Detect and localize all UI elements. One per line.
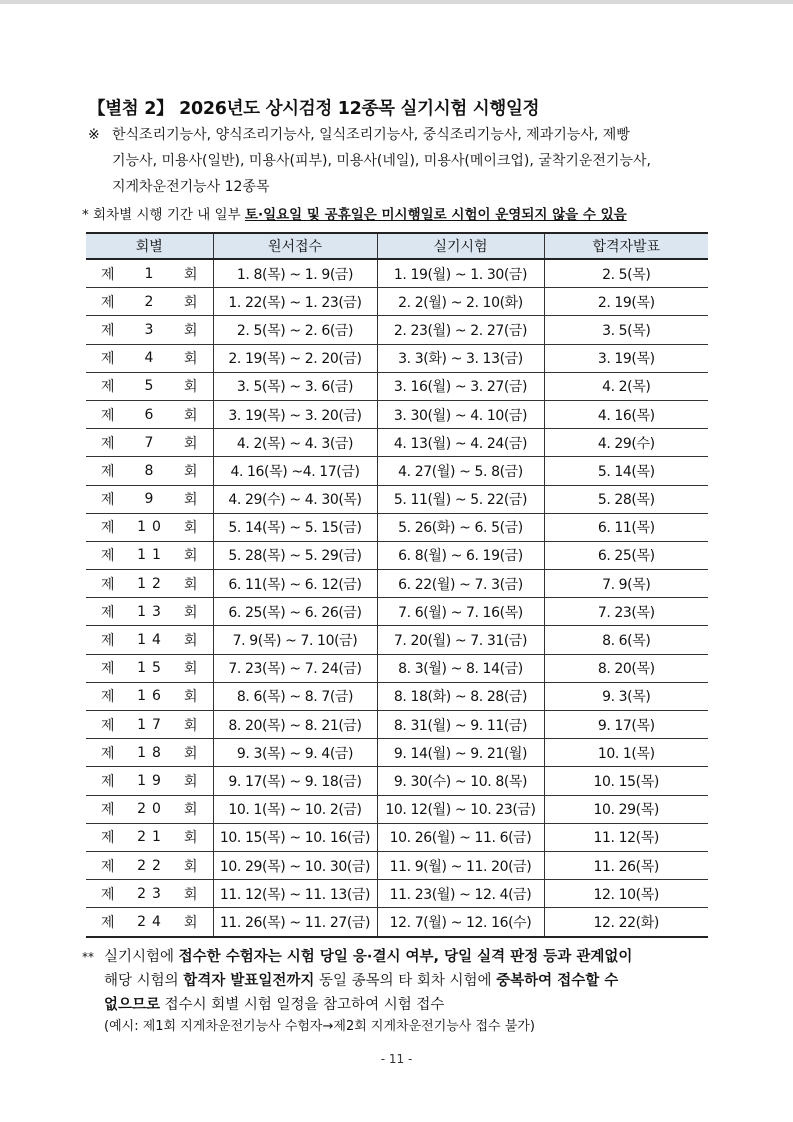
footnote-line-1 xyxy=(104,945,632,969)
result-date: 3. 19(목) xyxy=(544,344,708,372)
application-period: 9. 3(목) ~ 9. 4(금) xyxy=(213,739,377,767)
exam-period: 5. 26(화) ~ 6. 5(금) xyxy=(377,513,544,541)
result-date: 7. 23(목) xyxy=(544,598,708,626)
round-cell xyxy=(86,400,213,428)
exam-period: 10. 26(월) ~ 11. 6(금) xyxy=(377,823,544,851)
table-row xyxy=(86,316,708,344)
exam-period: 4. 27(월) ~ 5. 8(금) xyxy=(377,457,544,485)
round-cell xyxy=(86,823,213,851)
round-prefix: 제 xyxy=(101,379,115,396)
round-suffix: 회 xyxy=(184,886,198,903)
round-suffix: 회 xyxy=(184,463,198,480)
round-number: 8 xyxy=(144,462,160,479)
round-suffix: 회 xyxy=(184,661,198,678)
exam-period: 10. 12(월) ~ 10. 23(금) xyxy=(377,795,544,823)
reference-mark: ※ xyxy=(88,127,100,143)
round-prefix: 제 xyxy=(101,802,115,819)
exam-period: 4. 13(월) ~ 4. 24(금) xyxy=(377,429,544,457)
round-number: 21 xyxy=(137,829,167,846)
round-number: 18 xyxy=(137,744,167,761)
round-number: 13 xyxy=(137,603,167,620)
footnote-text: 동일 종목의 타 회차 시험에 xyxy=(314,973,497,989)
round-cell xyxy=(86,288,213,316)
weekend-notice-plain: 회차별 시행 기간 내 일부 xyxy=(88,207,245,223)
result-date: 12. 10(목) xyxy=(544,880,708,908)
round-cell xyxy=(86,767,213,795)
application-period: 10. 29(목) ~ 10. 30(금) xyxy=(213,851,377,879)
round-suffix: 회 xyxy=(184,435,198,452)
asterisk-mark: * xyxy=(82,207,89,223)
exam-period: 12. 7(월) ~ 12. 16(수) xyxy=(377,908,544,937)
round-prefix: 제 xyxy=(101,322,115,339)
round-number: 9 xyxy=(144,491,160,508)
round-number: 2 xyxy=(144,293,160,310)
subjects-line-2: 기능사, 미용사(일반), 미용사(피부), 미용사(네일), 미용사(메이크업), 굴착기운전기능사, xyxy=(112,153,651,169)
round-cell xyxy=(86,457,213,485)
round-cell xyxy=(86,908,213,937)
table-row xyxy=(86,711,708,739)
table-row xyxy=(86,400,708,428)
result-date: 5. 28(목) xyxy=(544,485,708,513)
weekend-notice xyxy=(82,203,627,223)
round-prefix: 제 xyxy=(101,604,115,621)
result-date: 10. 15(목) xyxy=(544,767,708,795)
application-period: 11. 12(목) ~ 11. 13(금) xyxy=(213,880,377,908)
application-period: 1. 8(목) ~ 1. 9(금) xyxy=(213,259,377,288)
round-cell xyxy=(86,682,213,710)
application-period: 4. 2(목) ~ 4. 3(금) xyxy=(213,429,377,457)
round-prefix: 제 xyxy=(101,520,115,537)
table-row xyxy=(86,654,708,682)
round-cell xyxy=(86,344,213,372)
round-prefix: 제 xyxy=(101,717,115,734)
exam-period: 9. 14(월) ~ 9. 21(월) xyxy=(377,739,544,767)
exam-period: 3. 30(월) ~ 4. 10(금) xyxy=(377,400,544,428)
exam-period: 6. 8(월) ~ 6. 19(금) xyxy=(377,541,544,569)
application-period: 8. 6(목) ~ 8. 7(금) xyxy=(213,682,377,710)
table-row xyxy=(86,626,708,654)
round-cell xyxy=(86,570,213,598)
round-prefix: 제 xyxy=(101,914,115,931)
result-date: 7. 9(목) xyxy=(544,570,708,598)
round-suffix: 회 xyxy=(184,914,198,931)
round-suffix: 회 xyxy=(184,830,198,847)
exam-period: 7. 20(월) ~ 7. 31(금) xyxy=(377,626,544,654)
result-date: 9. 3(목) xyxy=(544,682,708,710)
round-suffix: 회 xyxy=(184,351,198,368)
result-date: 2. 5(목) xyxy=(544,259,708,288)
exam-period: 1. 19(월) ~ 1. 30(금) xyxy=(377,259,544,288)
result-date: 10. 1(목) xyxy=(544,739,708,767)
application-period: 3. 5(목) ~ 3. 6(금) xyxy=(213,372,377,400)
exam-period: 7. 6(월) ~ 7. 16(목) xyxy=(377,598,544,626)
result-date: 11. 26(목) xyxy=(544,851,708,879)
result-date: 6. 25(목) xyxy=(544,541,708,569)
round-suffix: 회 xyxy=(184,576,198,593)
round-cell xyxy=(86,851,213,879)
round-cell xyxy=(86,316,213,344)
round-cell xyxy=(86,429,213,457)
round-prefix: 제 xyxy=(101,351,115,368)
header-result: 합격자발표 xyxy=(544,233,708,259)
top-border xyxy=(0,0,793,4)
result-date: 4. 2(목) xyxy=(544,372,708,400)
footnote-bold-text: 합격자 발표일전까지 xyxy=(183,973,315,989)
application-period: 4. 16(목) ~4. 17(금) xyxy=(213,457,377,485)
schedule-table xyxy=(86,232,708,938)
weekend-notice-emphasis: 토·일요일 및 공휴일은 미시행일로 시험이 운영되지 않을 수 있음 xyxy=(244,207,627,223)
round-suffix: 회 xyxy=(184,379,198,396)
round-suffix: 회 xyxy=(184,773,198,790)
result-date: 3. 5(목) xyxy=(544,316,708,344)
round-number: 12 xyxy=(137,575,167,592)
round-cell xyxy=(86,513,213,541)
table-row xyxy=(86,288,708,316)
table-header-row xyxy=(86,233,708,259)
application-period: 6. 11(목) ~ 6. 12(금) xyxy=(213,570,377,598)
round-number: 14 xyxy=(137,632,167,649)
round-prefix: 제 xyxy=(101,266,115,283)
table-row xyxy=(86,541,708,569)
table-row xyxy=(86,485,708,513)
table-row xyxy=(86,880,708,908)
round-suffix: 회 xyxy=(184,492,198,509)
footnote-bold-text: 접수한 수험자는 시험 당일 응·결시 여부, 당일 실격 판정 등과 관계없이 xyxy=(178,949,633,965)
round-prefix: 제 xyxy=(101,745,115,762)
round-number: 3 xyxy=(144,321,160,338)
subjects-line-3: 지게차운전기능사 12종목 xyxy=(112,179,270,195)
round-suffix: 회 xyxy=(184,745,198,762)
application-period: 9. 17(목) ~ 9. 18(금) xyxy=(213,767,377,795)
round-number: 16 xyxy=(137,688,167,705)
table-row xyxy=(86,908,708,937)
table-row xyxy=(86,823,708,851)
table-row xyxy=(86,457,708,485)
application-period: 2. 19(목) ~ 2. 20(금) xyxy=(213,344,377,372)
round-number: 1 xyxy=(144,265,160,282)
exam-period: 11. 9(월) ~ 11. 20(금) xyxy=(377,851,544,879)
table-row xyxy=(86,598,708,626)
round-prefix: 제 xyxy=(101,576,115,593)
round-number: 15 xyxy=(137,660,167,677)
application-period: 5. 28(목) ~ 5. 29(금) xyxy=(213,541,377,569)
round-prefix: 제 xyxy=(101,435,115,452)
round-suffix: 회 xyxy=(184,407,198,424)
round-suffix: 회 xyxy=(184,717,198,734)
application-period: 2. 5(목) ~ 2. 6(금) xyxy=(213,316,377,344)
round-suffix: 회 xyxy=(184,520,198,537)
round-number: 11 xyxy=(137,547,167,564)
footnote-bold-text: 중복하여 접수할 수 xyxy=(496,973,619,989)
round-number: 5 xyxy=(144,378,160,395)
round-cell xyxy=(86,795,213,823)
round-prefix: 제 xyxy=(101,633,115,650)
page-title: 【별첨 2】 2026년도 상시검정 12종목 실기시험 시행일정 xyxy=(88,99,540,119)
round-cell xyxy=(86,372,213,400)
page-number: - 11 - xyxy=(380,1052,413,1066)
double-asterisk-mark: ** xyxy=(82,950,94,964)
footnote-line-2 xyxy=(104,969,618,993)
round-prefix: 제 xyxy=(101,886,115,903)
round-cell xyxy=(86,259,213,288)
round-suffix: 회 xyxy=(184,548,198,565)
round-prefix: 제 xyxy=(101,492,115,509)
table-row xyxy=(86,429,708,457)
table-row xyxy=(86,372,708,400)
application-period: 10. 15(목) ~ 10. 16(금) xyxy=(213,823,377,851)
table-row xyxy=(86,767,708,795)
header-round: 회별 xyxy=(86,233,213,259)
round-cell xyxy=(86,739,213,767)
round-number: 4 xyxy=(144,350,160,367)
round-cell xyxy=(86,485,213,513)
footnote-text: 접수시 회별 시험 일정을 참고하여 시험 접수 xyxy=(160,997,445,1013)
round-prefix: 제 xyxy=(101,689,115,706)
round-suffix: 회 xyxy=(184,294,198,311)
table-row xyxy=(86,259,708,288)
header-exam: 실기시험 xyxy=(377,233,544,259)
footnote-bold-text: 없으므로 xyxy=(104,997,161,1013)
application-period: 8. 20(목) ~ 8. 21(금) xyxy=(213,711,377,739)
table-row xyxy=(86,795,708,823)
application-period: 4. 29(수) ~ 4. 30(목) xyxy=(213,485,377,513)
result-date: 8. 20(목) xyxy=(544,654,708,682)
exam-period: 5. 11(월) ~ 5. 22(금) xyxy=(377,485,544,513)
round-suffix: 회 xyxy=(184,689,198,706)
subjects-line-1: 한식조리기능사, 양식조리기능사, 일식조리기능사, 중식조리기능사, 제과기능사, 제빵 xyxy=(112,127,630,143)
round-prefix: 제 xyxy=(101,858,115,875)
result-date: 10. 29(목) xyxy=(544,795,708,823)
round-cell xyxy=(86,654,213,682)
round-number: 17 xyxy=(137,716,167,733)
table-row xyxy=(86,570,708,598)
exam-period: 8. 31(월) ~ 9. 11(금) xyxy=(377,711,544,739)
round-number: 22 xyxy=(137,857,167,874)
round-prefix: 제 xyxy=(101,548,115,565)
round-cell xyxy=(86,626,213,654)
round-prefix: 제 xyxy=(101,661,115,678)
exam-period: 6. 22(월) ~ 7. 3(금) xyxy=(377,570,544,598)
footnote-text: 해당 시험의 xyxy=(104,973,184,989)
round-number: 7 xyxy=(144,434,160,451)
header-application: 원서접수 xyxy=(213,233,377,259)
result-date: 8. 6(목) xyxy=(544,626,708,654)
application-period: 10. 1(목) ~ 10. 2(금) xyxy=(213,795,377,823)
application-period: 11. 26(목) ~ 11. 27(금) xyxy=(213,908,377,937)
result-date: 2. 19(목) xyxy=(544,288,708,316)
application-period: 6. 25(목) ~ 6. 26(금) xyxy=(213,598,377,626)
round-prefix: 제 xyxy=(101,407,115,424)
application-period: 7. 23(목) ~ 7. 24(금) xyxy=(213,654,377,682)
round-cell xyxy=(86,598,213,626)
exam-period: 2. 2(월) ~ 2. 10(화) xyxy=(377,288,544,316)
table-row xyxy=(86,344,708,372)
round-prefix: 제 xyxy=(101,294,115,311)
round-suffix: 회 xyxy=(184,266,198,283)
round-suffix: 회 xyxy=(184,322,198,339)
round-suffix: 회 xyxy=(184,858,198,875)
result-date: 4. 16(목) xyxy=(544,400,708,428)
round-cell xyxy=(86,541,213,569)
application-period: 3. 19(목) ~ 3. 20(금) xyxy=(213,400,377,428)
result-date: 9. 17(목) xyxy=(544,711,708,739)
table-row xyxy=(86,739,708,767)
table-row xyxy=(86,682,708,710)
exam-period: 2. 23(월) ~ 2. 27(금) xyxy=(377,316,544,344)
application-period: 5. 14(목) ~ 5. 15(금) xyxy=(213,513,377,541)
result-date: 12. 22(화) xyxy=(544,908,708,937)
exam-period: 8. 3(월) ~ 8. 14(금) xyxy=(377,654,544,682)
table-row xyxy=(86,851,708,879)
round-number: 10 xyxy=(137,519,167,536)
round-cell xyxy=(86,711,213,739)
table-row xyxy=(86,513,708,541)
footnote-text: 실기시험에 xyxy=(104,949,179,965)
application-period: 1. 22(목) ~ 1. 23(금) xyxy=(213,288,377,316)
round-number: 24 xyxy=(137,913,167,930)
exam-period: 3. 16(월) ~ 3. 27(금) xyxy=(377,372,544,400)
round-number: 23 xyxy=(137,885,167,902)
round-cell xyxy=(86,880,213,908)
round-number: 6 xyxy=(144,406,160,423)
result-date: 11. 12(목) xyxy=(544,823,708,851)
exam-period: 9. 30(수) ~ 10. 8(목) xyxy=(377,767,544,795)
round-prefix: 제 xyxy=(101,830,115,847)
footnote-line-3 xyxy=(104,993,444,1017)
result-date: 6. 11(목) xyxy=(544,513,708,541)
exam-period: 8. 18(화) ~ 8. 28(금) xyxy=(377,682,544,710)
exam-period: 3. 3(화) ~ 3. 13(금) xyxy=(377,344,544,372)
result-date: 5. 14(목) xyxy=(544,457,708,485)
application-period: 7. 9(목) ~ 7. 10(금) xyxy=(213,626,377,654)
round-prefix: 제 xyxy=(101,773,115,790)
round-prefix: 제 xyxy=(101,463,115,480)
round-number: 19 xyxy=(137,772,167,789)
result-date: 4. 29(수) xyxy=(544,429,708,457)
exam-period: 11. 23(월) ~ 12. 4(금) xyxy=(377,880,544,908)
round-number: 20 xyxy=(137,801,167,818)
round-suffix: 회 xyxy=(184,802,198,819)
round-suffix: 회 xyxy=(184,633,198,650)
footnote-example: (예시: 제1회 지게차운전기능사 수험자→제2회 지게차운전기능사 접수 불가) xyxy=(104,1019,535,1034)
round-suffix: 회 xyxy=(184,604,198,621)
